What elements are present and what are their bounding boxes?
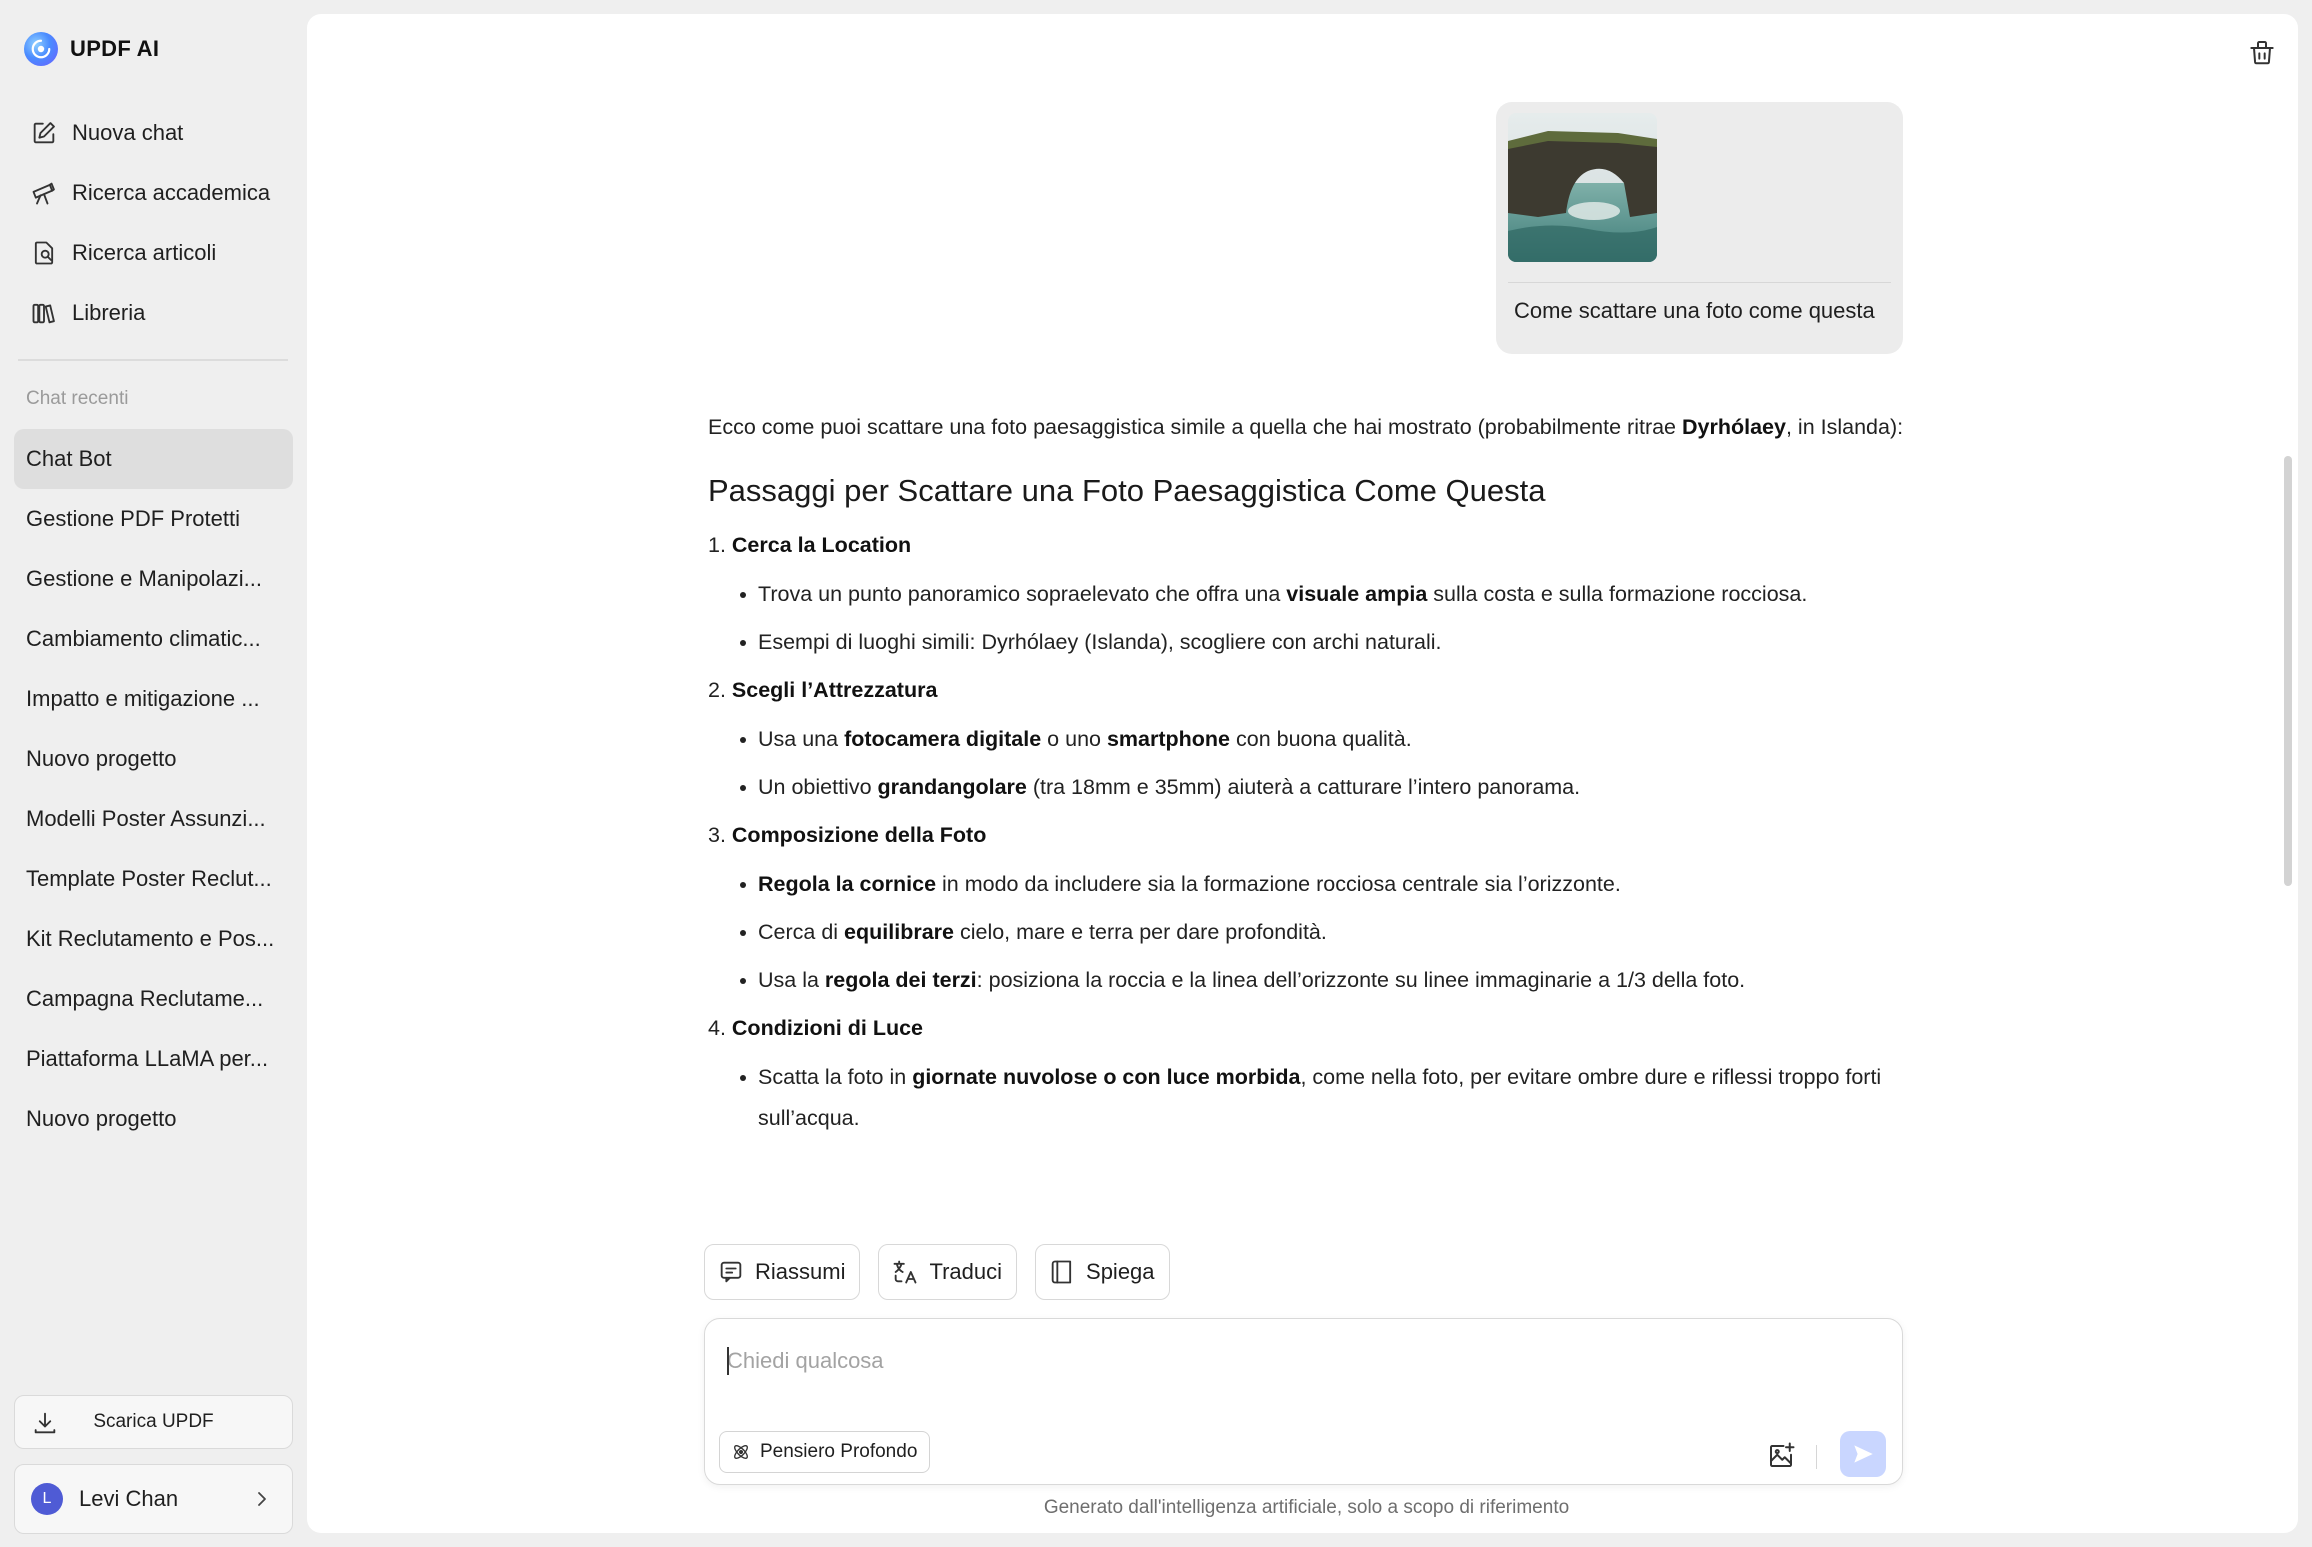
sidebar-divider [18, 359, 288, 361]
download-updf-button[interactable] [14, 1395, 293, 1449]
answer-text: Ecco come puoi scattare una foto paesaggistica simile a quella che hai mostrato (probabilmente ritrae [708, 415, 1682, 439]
recent-chats-title: Chat recenti [26, 388, 129, 409]
chat-scrollbar[interactable] [2284, 456, 2292, 886]
chat-input-box [704, 1318, 1903, 1485]
bullet-item: Scatta la foto in giornate nuvolose o con luce morbida, come nella foto, per evitare ombre dure e riflessi troppo forti sull’acqua. [740, 1057, 1908, 1139]
recent-chat-item[interactable]: Cambiamento climatic... [26, 626, 261, 651]
bullet-item: Cerca di equilibrare cielo, mare e terra per dare profondità. [740, 912, 1908, 953]
image-upload-icon[interactable] [1766, 1441, 1796, 1471]
step-title [708, 670, 1908, 711]
nav-article-search[interactable] [14, 223, 293, 283]
user-message-text: Come scattare una foto come questa [1514, 298, 1875, 323]
recent-chat-item[interactable]: Gestione e Manipolazi... [26, 566, 263, 591]
bullet-item: Regola la cornice in modo da includere sia la formazione rocciosa centrale sia l’orizzonte. [740, 864, 1908, 905]
recent-chat-item[interactable]: Gestione PDF Protetti [26, 506, 240, 531]
recent-chat-item[interactable]: Nuovo progetto [26, 746, 177, 771]
nav-new-chat[interactable] [14, 103, 293, 163]
step-title-text: Composizione della Foto [731, 823, 987, 847]
deep-thinking-toggle[interactable] [719, 1431, 930, 1473]
app-name: UPDF AI [70, 36, 160, 61]
bubble-divider [1508, 282, 1891, 283]
translate-label: Traduci [929, 1259, 1003, 1284]
send-button[interactable] [1840, 1431, 1886, 1477]
atom-icon [730, 1441, 752, 1463]
nav-label: Nuova chat [72, 120, 184, 145]
recent-chat-item[interactable]: Piattaforma LLaMA per... [26, 1046, 269, 1071]
step-bullets [708, 864, 1908, 1001]
user-message-bubble [1496, 102, 1903, 354]
step-number: 3. [708, 823, 732, 847]
library-icon [30, 299, 58, 327]
sidebar-nav [14, 103, 293, 343]
clear-chat-icon[interactable] [2246, 36, 2278, 68]
nav-label: Ricerca articoli [72, 240, 217, 265]
bullet-item: Usa la regola dei terzi: posiziona la roccia e la linea dell’orizzonte su linee immaginarie a 1/3 della foto. [740, 960, 1908, 1001]
ai-answer [708, 407, 1908, 1146]
step-number: 2. [708, 678, 732, 702]
summary-icon [717, 1258, 745, 1286]
summarize-button[interactable] [704, 1244, 860, 1300]
book-icon [1048, 1258, 1076, 1286]
chat-input[interactable] [727, 1341, 1867, 1381]
bullet-item: Usa una fotocamera digitale o uno smartphone con buona qualità. [740, 719, 1908, 760]
quick-actions [704, 1244, 1170, 1300]
chat-panel [307, 14, 2298, 1533]
ai-disclaimer: Generato dall'intelligenza artificiale, solo a scopo di riferimento [1043, 1497, 1570, 1518]
search-doc-icon [30, 239, 58, 267]
input-divider [1816, 1445, 1817, 1469]
recent-chat-item[interactable]: Chat Bot [14, 429, 293, 489]
answer-bold: Dyrhólaey [1682, 415, 1786, 439]
recent-chat-item[interactable]: Campagna Reclutame... [26, 986, 264, 1011]
download-label: Scarica UPDF [93, 1411, 214, 1432]
nav-label: Ricerca accademica [72, 180, 271, 205]
bullet-item: Esempi di luoghi simili: Dyrhólaey (Islanda), scogliere con archi naturali. [740, 622, 1908, 663]
user-account-button[interactable] [14, 1464, 293, 1534]
recent-chats-list [14, 429, 293, 1149]
summarize-label: Riassumi [755, 1259, 846, 1284]
brand [24, 32, 159, 66]
recent-chat-item[interactable]: Kit Reclutamento e Pos... [26, 926, 275, 951]
step-title [708, 525, 1908, 566]
recent-chat-item[interactable]: Template Poster Reclut... [26, 866, 272, 891]
bullet-item: Trova un punto panoramico sopraelevato che offra una visuale ampia sulla costa e sulla formazione rocciosa. [740, 574, 1908, 615]
recent-chat-item[interactable]: Nuovo progetto [26, 1106, 177, 1131]
recent-chat-item[interactable]: Modelli Poster Assunzi... [26, 806, 266, 831]
step-title [708, 815, 1908, 856]
chevron-right-icon [250, 1487, 274, 1511]
translate-button[interactable] [878, 1244, 1017, 1300]
explain-label: Spiega [1086, 1259, 1155, 1284]
explain-button[interactable] [1035, 1244, 1170, 1300]
recent-chat-item[interactable]: Impatto e mitigazione ... [26, 686, 260, 711]
sidebar [0, 0, 306, 1547]
send-icon [1850, 1441, 1876, 1467]
nav-label: Libreria [72, 300, 146, 325]
step-title [708, 1008, 1908, 1049]
edit-icon [30, 119, 58, 147]
step-number: 4. [708, 1016, 732, 1040]
deep-thinking-label: Pensiero Profondo [760, 1441, 918, 1462]
step-number: 1. [708, 533, 732, 557]
bullet-item: Un obiettivo grandangolare (tra 18mm e 35mm) aiuterà a catturare l’intero panorama. [740, 767, 1908, 808]
step-title-text: Cerca la Location [731, 533, 912, 557]
attached-photo[interactable] [1508, 113, 1657, 262]
answer-text: , in Islanda): [1785, 415, 1904, 439]
avatar: L [31, 1483, 63, 1515]
text-caret [727, 1347, 729, 1375]
step-bullets [708, 574, 1908, 663]
telescope-icon [30, 179, 58, 207]
answer-intro [708, 407, 1908, 448]
answer-heading: Passaggi per Scattare una Foto Paesaggistica Come Questa [708, 473, 1546, 508]
user-name: Levi Chan [79, 1486, 179, 1511]
step-bullets [708, 719, 1908, 808]
step-title-text: Scegli l’Attrezzatura [731, 678, 938, 702]
step-title-text: Condizioni di Luce [731, 1016, 924, 1040]
updf-logo-icon [24, 32, 58, 66]
translate-icon [891, 1258, 919, 1286]
step-bullets [708, 1057, 1908, 1139]
nav-library[interactable] [14, 283, 293, 343]
nav-academic-research[interactable] [14, 163, 293, 223]
